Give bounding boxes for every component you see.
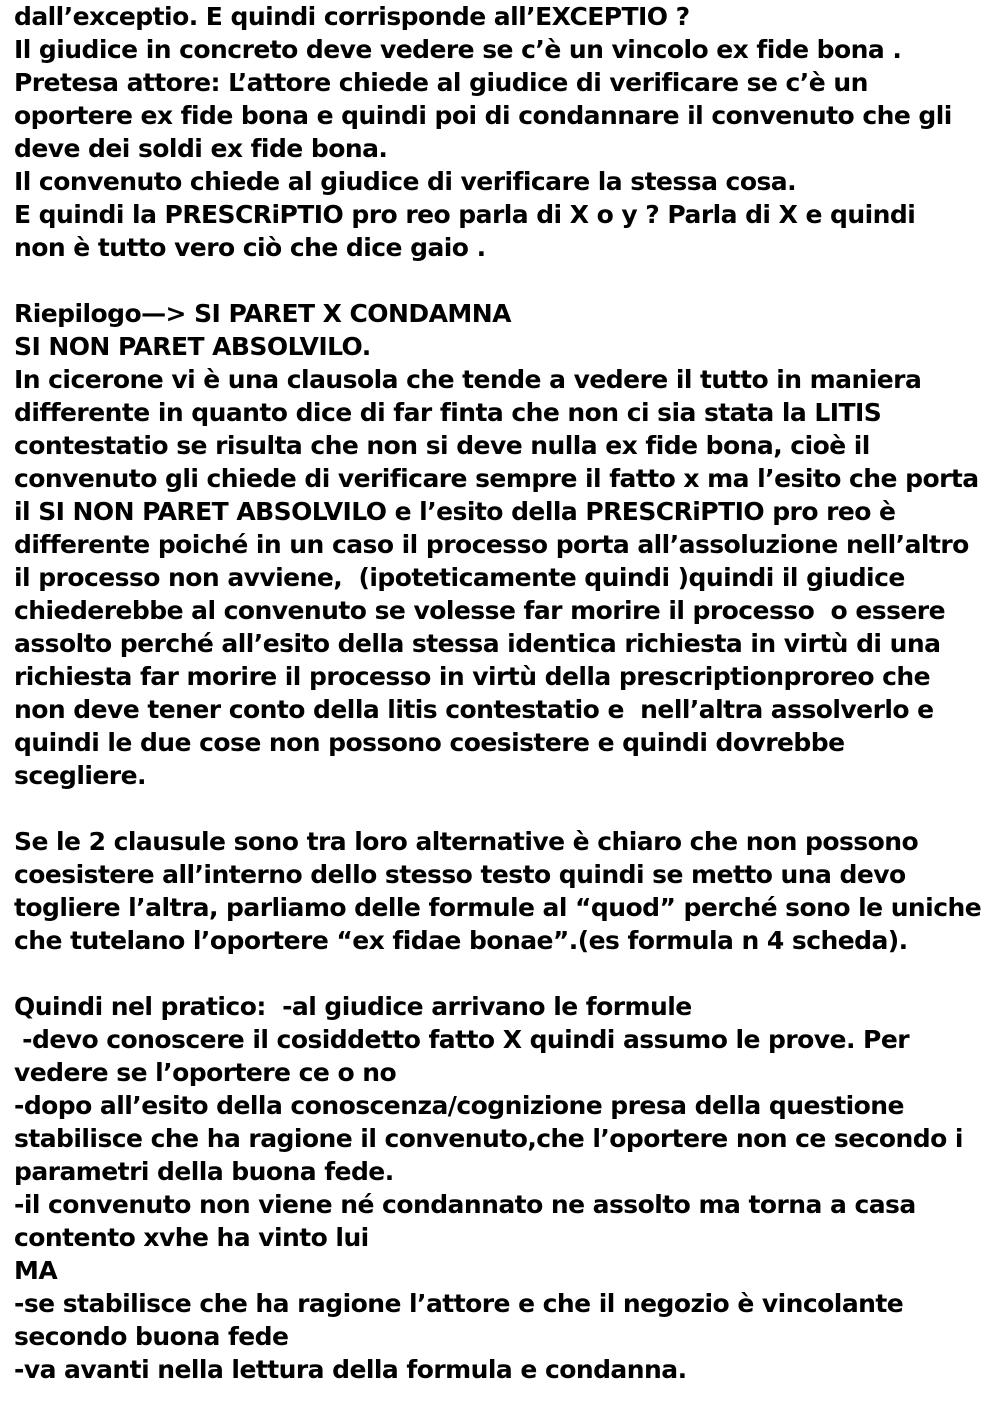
paragraph-2: [14, 297, 989, 792]
text-line: secondo buona fede: [14, 1322, 289, 1351]
text-line: dall’exceptio. E quindi corrisponde all’EXCEPTIO ?: [14, 2, 690, 31]
text-line: assolto perché all’esito della stessa identica richiesta in virtù di una: [14, 629, 941, 658]
text-line: differente poiché in un caso il processo porta all’assoluzione nell’altro: [14, 530, 969, 559]
text-line: -devo conoscere il cosiddetto fatto X quindi assumo le prove. Per: [14, 1025, 910, 1054]
text-line: quindi le due cose non possono coesistere e quindi dovrebbe: [14, 728, 845, 757]
paragraph-spacer: [14, 957, 989, 990]
text-line: contestatio se risulta che non si deve nulla ex fide bona, cioè il: [14, 431, 870, 460]
text-line: richiesta far morire il processo in virtù della prescriptionproreo che: [14, 662, 931, 691]
paragraph-4: [14, 990, 989, 1386]
paragraph-3: [14, 825, 989, 957]
text-line: parametri della buona fede.: [14, 1157, 394, 1186]
text-line: Il convenuto chiede al giudice di verificare la stessa cosa.: [14, 167, 797, 196]
text-line: il processo non avviene, (ipoteticamente quindi )quindi il giudice: [14, 563, 905, 592]
text-line: -va avanti nella lettura della formula e condanna.: [14, 1355, 687, 1384]
text-line: -il convenuto non viene né condannato ne assolto ma torna a casa: [14, 1190, 916, 1219]
text-line: Pretesa attore: L’attore chiede al giudice di verificare se c’è un: [14, 68, 868, 97]
text-line: non deve tener conto della litis contestatio e nell’altra assolverlo e: [14, 695, 934, 724]
text-line: oportere ex fide bona e quindi poi di condannare il convenuto che gli: [14, 101, 952, 130]
text-line: Se le 2 clausule sono tra loro alternative è chiaro che non possono: [14, 827, 919, 856]
document-page: [14, 0, 989, 1386]
text-line: contento xvhe ha vinto lui: [14, 1223, 369, 1252]
text-line: SI NON PARET ABSOLVILO.: [14, 332, 371, 361]
text-line: differente in quanto dice di far finta che non ci sia stata la LITIS: [14, 398, 882, 427]
text-line: non è tutto vero ciò che dice gaio .: [14, 233, 486, 262]
text-line: -dopo all’esito della conoscenza/cognizione presa della questione: [14, 1091, 904, 1120]
text-line: vedere se l’oportere ce o no: [14, 1058, 397, 1087]
paragraph-spacer: [14, 264, 989, 297]
text-line: convenuto gli chiede di verificare sempre il fatto x ma l’esito che porta: [14, 464, 979, 493]
text-line: stabilisce che ha ragione il convenuto,che l’oportere non ce secondo i: [14, 1124, 963, 1153]
text-line: togliere l’altra, parliamo delle formule al “quod” perché sono le uniche: [14, 893, 982, 922]
paragraph-1: [14, 0, 989, 264]
text-line: Quindi nel pratico: -al giudice arrivano le formule: [14, 992, 692, 1021]
text-line: -se stabilisce che ha ragione l’attore e che il negozio è vincolante: [14, 1289, 904, 1318]
text-line: che tutelano l’oportere “ex fidae bonae”.(es formula n 4 scheda).: [14, 926, 908, 955]
text-line: E quindi la PRESCRiPTIO pro reo parla di X o y ? Parla di X e quindi: [14, 200, 916, 229]
text-line: Il giudice in concreto deve vedere se c’è un vincolo ex fide bona .: [14, 35, 902, 64]
text-line: scegliere.: [14, 761, 146, 790]
text-line: Riepilogo—> SI PARET X CONDAMNA: [14, 299, 511, 328]
paragraph-spacer: [14, 792, 989, 825]
text-line: il SI NON PARET ABSOLVILO e l’esito della PRESCRiPTIO pro reo è: [14, 497, 896, 526]
text-line: MA: [14, 1256, 58, 1285]
text-line: In cicerone vi è una clausola che tende a vedere il tutto in maniera: [14, 365, 922, 394]
text-line: chiederebbe al convenuto se volesse far morire il processo o essere: [14, 596, 945, 625]
text-line: coesistere all’interno dello stesso testo quindi se metto una devo: [14, 860, 906, 889]
text-line: deve dei soldi ex fide bona.: [14, 134, 388, 163]
